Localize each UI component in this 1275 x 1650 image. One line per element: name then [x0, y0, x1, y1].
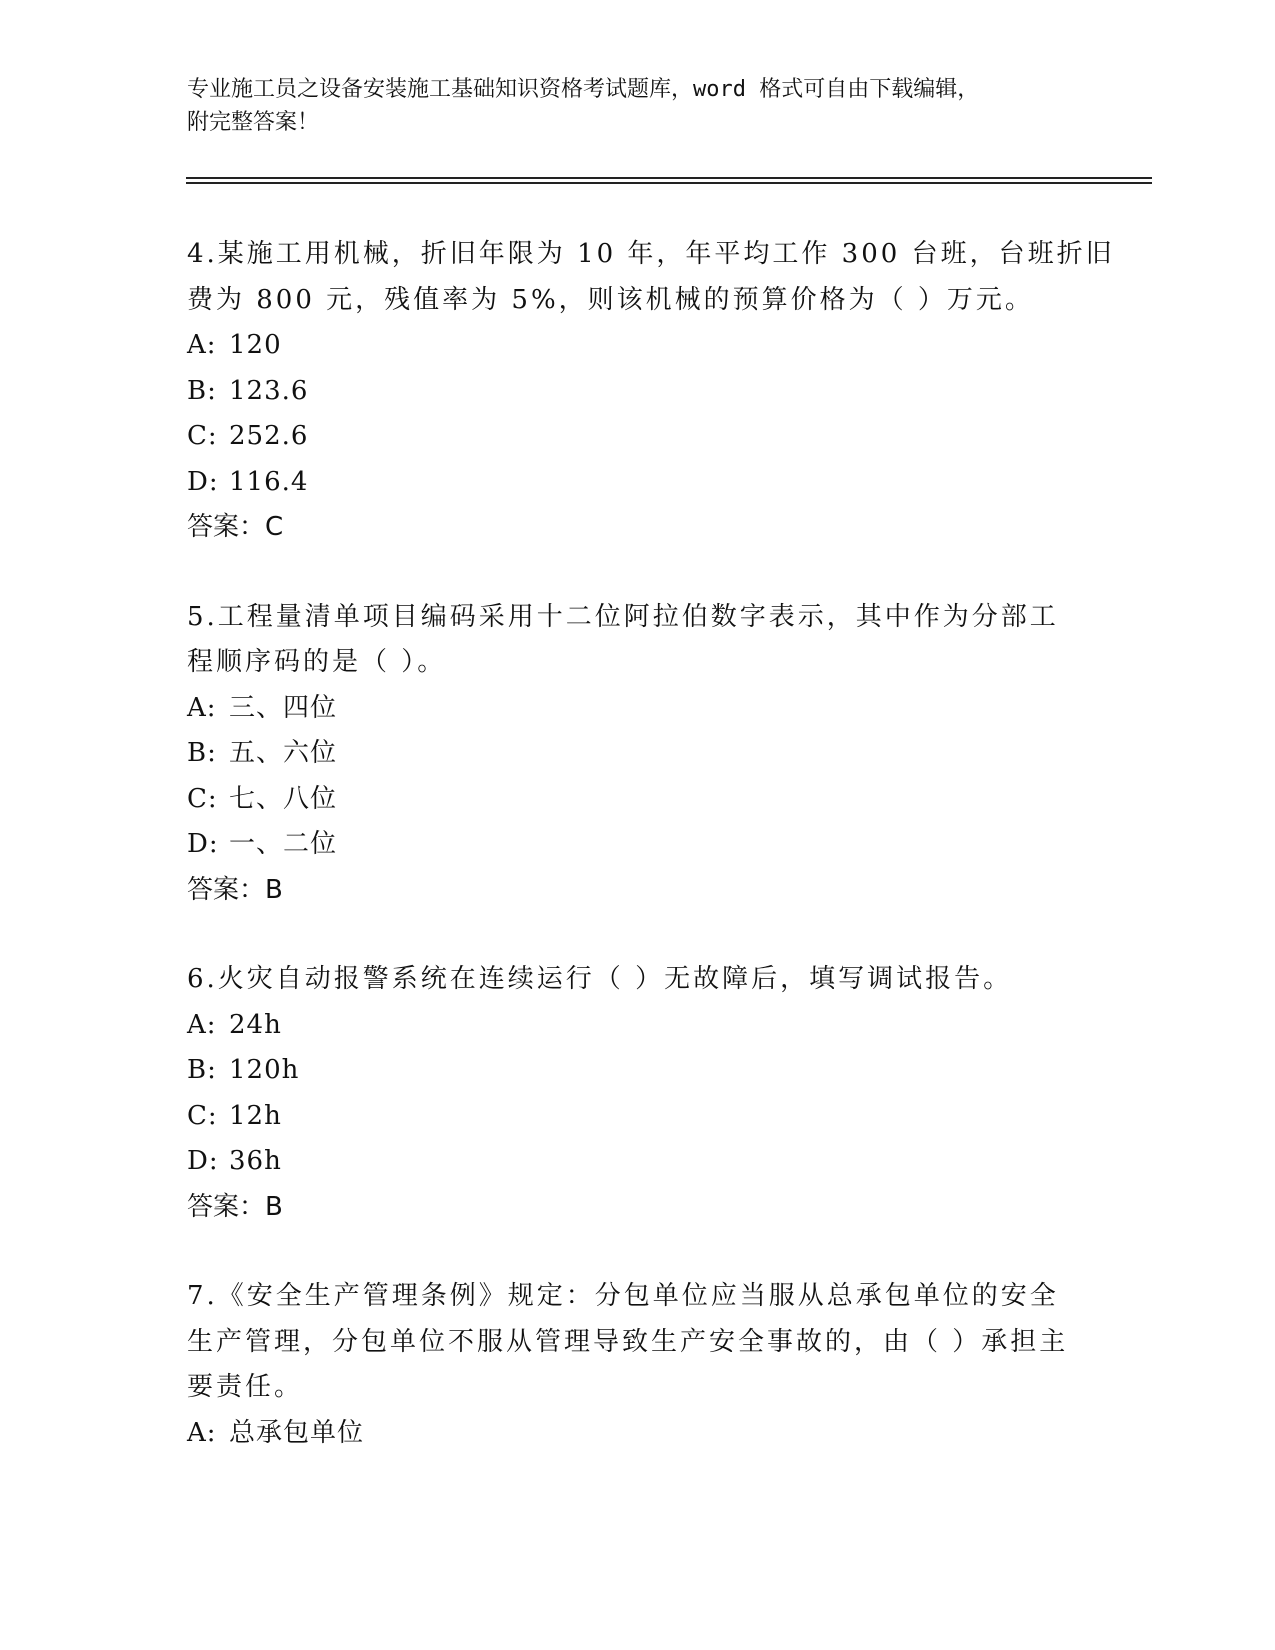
- option-key: C:: [187, 783, 218, 814]
- option-d: [187, 822, 1087, 868]
- option-c: [187, 777, 1087, 823]
- option-text: 120h: [229, 1055, 300, 1085]
- question-list: [187, 232, 1115, 1500]
- option-text: 五、六位: [229, 738, 338, 768]
- question-block: [187, 1274, 1087, 1456]
- question-stem: [187, 1274, 1087, 1411]
- option-text: 12h: [229, 1100, 282, 1131]
- option-d: [187, 460, 1087, 506]
- option-c: [187, 1094, 1087, 1140]
- option-b: [187, 369, 1087, 415]
- option-key: A:: [187, 692, 217, 723]
- stem-line: 费为 800 元，残值率为 5%，则该机械的预算价格为（ ）万元。: [187, 284, 1034, 315]
- stem-line: 生产管理，分包单位不服从管理导致生产安全事故的，由（ ）承担主: [187, 1326, 1069, 1357]
- option-key: B:: [187, 375, 217, 406]
- option-key: D:: [187, 1146, 219, 1176]
- option-b: [187, 731, 1087, 777]
- option-text: 三、四位: [229, 692, 338, 723]
- option-key: D:: [187, 829, 219, 859]
- option-key: A:: [187, 330, 217, 360]
- question-stem: [187, 595, 1087, 686]
- option-a: [187, 323, 1087, 369]
- option-key: B:: [187, 1055, 217, 1085]
- option-text: 252.6: [229, 421, 309, 451]
- stem-line: 程顺序码的是（ ）。: [187, 647, 447, 677]
- question-block: [187, 957, 1087, 1230]
- option-a: [187, 686, 1087, 732]
- stem-line: 要责任。: [187, 1372, 304, 1402]
- stem-line: 4.某施工用机械，折旧年限为 10 年，年平均工作 300 台班，台班折旧: [187, 239, 1115, 269]
- stem-line: 6.火灾自动报警系统在连续运行（ ）无故障后，填写调试报告。: [187, 964, 1013, 994]
- option-text: 120: [229, 330, 282, 360]
- stem-line: 5.工程量清单项目编码采用十二位阿拉伯数字表示，其中作为分部工: [187, 601, 1059, 632]
- option-key: A:: [187, 1009, 217, 1040]
- option-a: [187, 1411, 1087, 1457]
- answer-line: 答案：B: [187, 1191, 283, 1222]
- stem-line: 7.《安全生产管理条例》规定：分包单位应当服从总承包单位的安全: [187, 1281, 1059, 1311]
- option-b: [187, 1048, 1087, 1094]
- option-d: [187, 1139, 1087, 1185]
- answer-line: 答案：C: [187, 512, 284, 542]
- option-text: 116.4: [229, 466, 309, 497]
- header-line: 附完整答案！: [187, 110, 320, 135]
- question-stem: [187, 957, 1087, 1003]
- option-key: C:: [187, 1100, 218, 1131]
- header-line: 专业施工员之设备安装施工基础知识资格考试题库，word 格式可自由下载编辑，: [187, 77, 980, 102]
- option-a: [187, 1003, 1087, 1049]
- header-divider: [186, 177, 1152, 179]
- question-block: [187, 232, 1115, 551]
- option-key: B:: [187, 738, 217, 768]
- header-divider: [186, 182, 1152, 184]
- option-text: 总承包单位: [229, 1417, 365, 1448]
- option-text: 123.6: [229, 375, 309, 406]
- option-text: 七、八位: [229, 783, 338, 814]
- option-c: [187, 414, 1087, 460]
- document-header: [187, 73, 1087, 139]
- option-text: 一、二位: [229, 829, 338, 859]
- answer-line: 答案：B: [187, 874, 283, 905]
- option-key: D:: [187, 466, 219, 497]
- option-text: 24h: [229, 1009, 282, 1040]
- option-text: 36h: [229, 1146, 282, 1176]
- question-stem: [187, 232, 1115, 323]
- question-block: [187, 595, 1087, 914]
- option-key: A:: [187, 1417, 217, 1448]
- option-key: C:: [187, 421, 218, 451]
